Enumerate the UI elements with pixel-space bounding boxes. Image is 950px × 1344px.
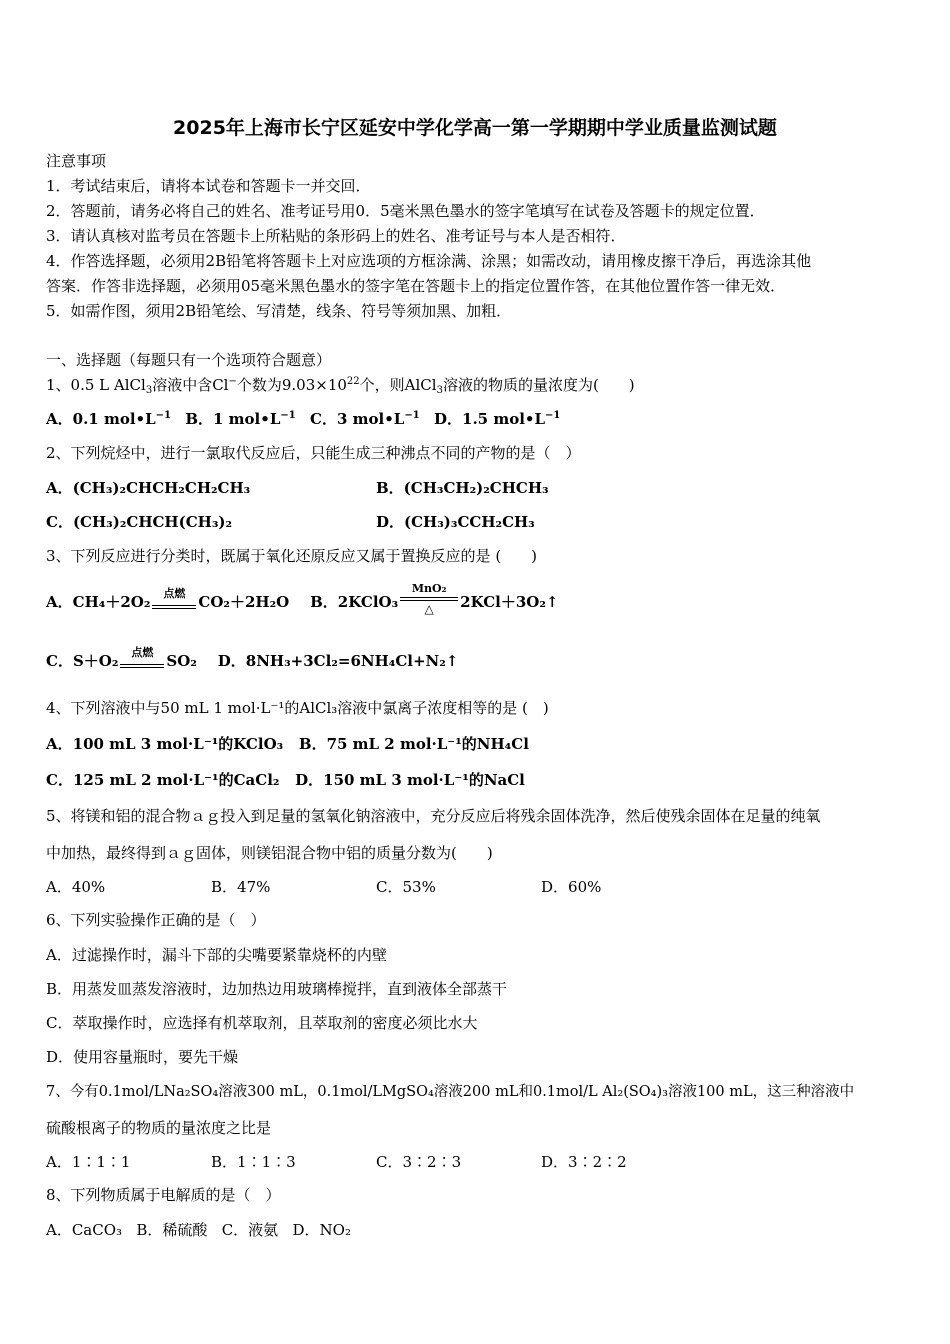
q7-option-d[interactable]: D．3∶2∶2 <box>541 1153 627 1171</box>
notice-item-4-cont: 答案．作答非选择题，必须用05毫米黑色墨水的签字笔在答题卡上的指定位置作答，在其他位置作答一律无效． <box>46 277 786 295</box>
q6-stem: 6、下列实验操作正确的是（ ） <box>46 911 266 929</box>
page-title: 2025年上海市长宁区延安中学化学高一第一学期期中学业质量监测试题 <box>173 117 777 139</box>
q4-option-b[interactable]: B．75 mL 2 mol·L⁻¹的NH₄Cl <box>298 735 529 753</box>
q2-option-a[interactable]: A．(CH₃)₂CHCH₂CH₂CH₃ <box>46 479 251 497</box>
notice-item-4: 4．作答选择题，必须用2B铅笔将答题卡上对应选项的方框涂满、涂黑；如需改动，请用橡皮擦干净后，再选涂其他 <box>46 252 812 270</box>
q2-option-d[interactable]: D．(CH₃)₃CCH₂CH₃ <box>376 513 535 531</box>
q1-options <box>46 409 560 429</box>
q7-option-b[interactable]: B．1∶1∶3 <box>211 1153 296 1171</box>
q5-option-b[interactable]: B．47% <box>211 878 271 896</box>
q8-option-a[interactable]: A．CaCO₃ <box>46 1221 123 1239</box>
q8-stem: 8、下列物质属于电解质的是（ ） <box>46 1186 281 1204</box>
q1-option-b[interactable]: B．1 $mol•L^{-1}$ <box>185 410 296 428</box>
q4-option-c[interactable]: C．125 mL 2 mol·L⁻¹的CaCl₂ <box>46 771 280 789</box>
q1-option-a[interactable]: A．0.1 $mol•L^{-1}$ <box>46 410 172 428</box>
q5-stem-1: 5、将镁和铝的混合物ａｇ投入到足量的氢氧化钠溶液中，充分反应后将残余固体洗净，然后使残余固体在足量的纯氧 <box>46 807 821 825</box>
reaction-condition: MnO₂ △ <box>400 593 458 613</box>
notice-item-5: 5．如需作图，须用2B铅笔绘、写清楚，线条、符号等须加黑、加粗． <box>46 302 512 320</box>
notice-item-1: 1．考试结束后，请将本试卷和答题卡一并交回． <box>46 177 371 195</box>
q7-stem-2: 硫酸根离子的物质的量浓度之比是 <box>46 1119 272 1137</box>
q1-option-c[interactable]: C．3 $mol•L^{-1}$ <box>310 410 420 428</box>
q3-options-cd <box>46 646 459 672</box>
q1-option-d[interactable]: D．1.5 $mol•L^{-1}$ <box>434 410 561 428</box>
q3-option-a[interactable]: A．CH₄＋2O₂ 点燃 CO₂＋2H₂O <box>46 587 290 611</box>
q5-option-a[interactable]: A．40% <box>46 878 106 896</box>
notice-item-3: 3．请认真核对监考员在答题卡上所粘贴的条形码上的姓名、准考证号与本人是否相符． <box>46 227 626 245</box>
q3-option-b[interactable]: B．2KClO₃ MnO₂ △ 2KCl＋3O₂↑ <box>310 582 559 616</box>
q7-stem-1: 7、今有0.1mol/LNa₂SO₄溶液300 mL，0.1mol/LMgSO₄溶液200 mL和0.1mol/L Al₂(SO₄)₃溶液100 mL，这三种溶液中 <box>46 1084 855 1100</box>
q4-options-ab <box>46 734 529 754</box>
q3-stem: 3、下列反应进行分类时，既属于氧化还原反应又属于置换反应的是 ( ) <box>46 547 538 565</box>
q8-option-d[interactable]: D．NO₂ <box>292 1221 351 1239</box>
q6-option-b[interactable]: B．用蒸发皿蒸发溶液时，边加热边用玻璃棒搅拌，直到液体全部蒸干 <box>46 980 508 998</box>
q7-option-a[interactable]: A．1∶1∶1 <box>46 1153 131 1171</box>
reaction-condition: 点燃 <box>152 593 196 613</box>
q3-option-d[interactable]: D．8NH₃+3Cl₂=6NH₄Cl+N₂↑ <box>217 652 459 670</box>
q2-option-c[interactable]: C．(CH₃)₂CHCH(CH₃)₂ <box>46 513 233 531</box>
q5-stem-2: 中加热，最终得到ａｇ固体，则镁铝混合物中铝的质量分数为( ) <box>46 844 493 862</box>
q4-option-a[interactable]: A．100 mL 3 mol·L⁻¹的KClO₃ <box>46 735 284 753</box>
q4-stem: 4、下列溶液中与50 mL 1 mol·L⁻¹的AlCl₃溶液中氯离子浓度相等的是 ( ) <box>46 699 549 717</box>
q6-option-a[interactable]: A．过滤操作时，漏斗下部的尖嘴要紧靠烧杯的内壁 <box>46 946 387 964</box>
notice-item-2: 2．答题前，请务必将自己的姓名、准考证号用0．5毫米黑色墨水的签字笔填写在试卷及答题卡的规定位置． <box>46 202 765 220</box>
q2-option-b[interactable]: B．(CH₃CH₂)₂CHCH₃ <box>376 479 549 497</box>
q6-option-c[interactable]: C．萃取操作时，应选择有机萃取剂，且萃取剂的密度必须比水大 <box>46 1014 478 1032</box>
q1-stem: 1、0.5 L AlCl$_3$溶液中含Cl−个数为$9.03\times 10^{22}$个，则AlCl$_3$溶液的物质的量浓度为( ) <box>46 376 635 396</box>
notice-heading: 注意事项 <box>46 152 107 170</box>
q8-options <box>46 1220 351 1240</box>
q5-option-c[interactable]: C．53% <box>376 878 436 896</box>
q4-option-d[interactable]: D．150 mL 3 mol·L⁻¹的NaCl <box>295 771 525 789</box>
q4-options-cd <box>46 770 525 790</box>
q5-option-d[interactable]: D．60% <box>541 878 602 896</box>
q8-option-c[interactable]: C．液氨 <box>221 1221 279 1239</box>
q6-option-d[interactable]: D．使用容量瓶时，要先干燥 <box>46 1048 239 1066</box>
section-heading: 一、选择题（每题只有一个选项符合题意） <box>46 351 332 369</box>
reaction-condition: 点燃 <box>120 652 164 672</box>
q2-stem: 2、下列烷烃中，进行一氯取代反应后，只能生成三种沸点不同的产物的是（ ） <box>46 444 581 462</box>
q3-options-ab <box>46 582 559 616</box>
q8-option-b[interactable]: B．稀硫酸 <box>136 1221 208 1239</box>
q7-option-c[interactable]: C．3∶2∶3 <box>376 1153 462 1171</box>
q3-option-c[interactable]: C．S＋O₂ 点燃 SO₂ <box>46 646 197 670</box>
